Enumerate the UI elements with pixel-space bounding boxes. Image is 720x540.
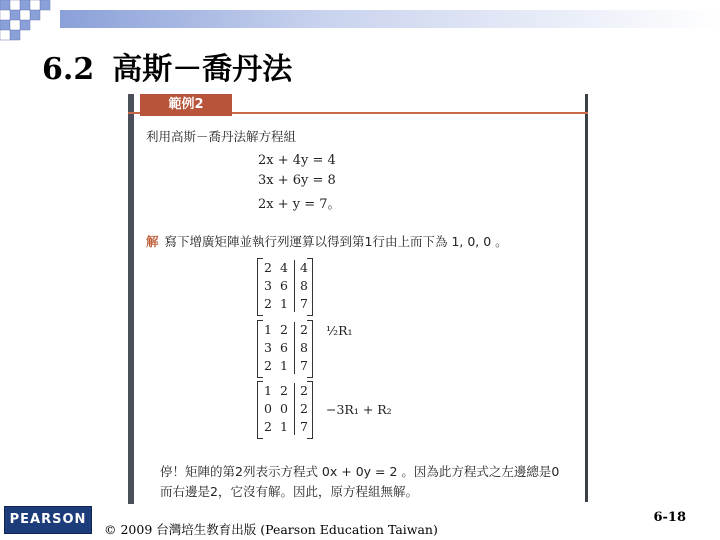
example-tag: 範例2: [140, 94, 232, 116]
panel-left-border: [128, 94, 134, 504]
matrix-cell: 2: [264, 260, 272, 275]
matrix-cell: 2: [264, 296, 272, 311]
matrix-cell: 2: [300, 322, 308, 337]
matrix-cell: 1: [264, 383, 272, 398]
augment-divider: [294, 260, 295, 312]
matrix-cell: 3: [264, 278, 272, 293]
equation-3: 2x + y = 7。: [258, 197, 341, 212]
section-title: 高斯－喬丹法: [112, 52, 293, 87]
checker-decoration: [0, 0, 60, 45]
matrix-cell: 2: [280, 322, 288, 337]
matrix-cell: 1: [280, 419, 288, 434]
matrix-cell: 7: [300, 296, 308, 311]
matrix-cell: 7: [300, 419, 308, 434]
equation-2: 3x + 6y = 8: [258, 173, 336, 188]
equation-1: 2x + 4y = 4: [258, 153, 336, 168]
matrix-cell: 8: [300, 340, 308, 355]
matrix-cell: 8: [300, 278, 308, 293]
row-operation-2: ½R₁: [326, 323, 353, 338]
row-operation-3: −3R₁ + R₂: [326, 402, 392, 417]
matrix-cell: 0: [280, 401, 288, 416]
augmented-matrix-2: [257, 320, 313, 378]
matrix-cell: 2: [264, 419, 272, 434]
conclusion-line-2: 而右邊是2，它沒有解。因此，原方程組無解。: [160, 484, 418, 499]
pearson-logo: PEARSON: [4, 506, 92, 534]
augment-divider: [294, 383, 295, 435]
section-number: 6.2: [42, 52, 95, 87]
slide-title: [42, 44, 292, 88]
header-gradient-bar: [60, 10, 720, 28]
solution-label: 解: [146, 234, 159, 249]
matrix-cell: 2: [280, 383, 288, 398]
matrix-cell: 6: [280, 340, 288, 355]
panel-right-border: [585, 94, 588, 502]
matrix-cell: 0: [264, 401, 272, 416]
matrix-cell: 4: [280, 260, 288, 275]
matrix-cell: 2: [264, 358, 272, 373]
matrix-cell: 3: [264, 340, 272, 355]
matrix-cell: 7: [300, 358, 308, 373]
example-prompt: 利用高斯－喬丹法解方程組: [146, 129, 297, 144]
matrix-cell: 2: [300, 383, 308, 398]
matrix-cell: 2: [300, 401, 308, 416]
copyright-text: © 2009 台灣培生教育出版 (Pearson Education Taiwan): [104, 522, 438, 537]
page-number: 6-18: [653, 510, 686, 525]
matrix-cell: 1: [280, 358, 288, 373]
matrix-cell: 6: [280, 278, 288, 293]
matrix-cell: 1: [264, 322, 272, 337]
augmented-matrix-1: [257, 258, 313, 316]
conclusion-line-1: 停！矩陣的第2列表示方程式 0x + 0y = 2 。因為此方程式之左邊總是0: [160, 464, 560, 479]
augment-divider: [294, 322, 295, 374]
matrix-cell: 4: [300, 260, 308, 275]
example-panel: [128, 94, 590, 504]
solution-intro: [146, 232, 508, 250]
solution-text: 寫下增廣矩陣並執行列運算以得到第1行由上而下為 1, 0, 0 。: [164, 234, 508, 249]
augmented-matrix-3: [257, 381, 313, 439]
matrix-cell: 1: [280, 296, 288, 311]
